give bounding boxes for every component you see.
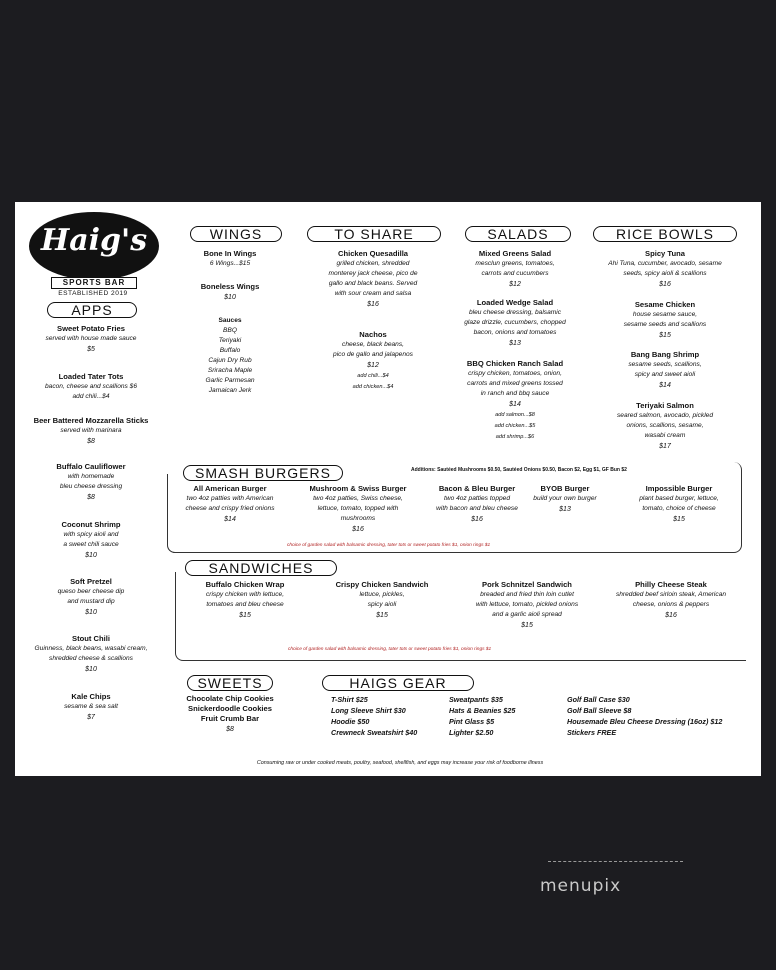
item-price: $16: [352, 526, 364, 533]
gear-column-2: [449, 694, 559, 738]
item-name: Spicy Tuna: [645, 249, 685, 258]
sandwiches-sides-note: choice of garden salad with balsamic dressing, tater tots or sweet potato fries $1, onion rings $1: [288, 647, 492, 652]
item-desc: sesame seeds, scallions,: [628, 361, 702, 368]
gear-item: Housemade Bleu Cheese Dressing (16oz) $12: [567, 717, 723, 726]
watermark-logo: menupix: [540, 876, 622, 896]
section-smash-burgers: SMASH BURGERS: [183, 465, 343, 481]
item-name: Pork Schnitzel Sandwich: [482, 580, 572, 589]
gear-item: Long Sleeve Shirt $30: [331, 706, 406, 715]
item-price: $10: [85, 609, 97, 616]
item-desc: shredded beef sirloin steak, American: [615, 591, 727, 598]
sweet-item: Chocolate Chip Cookies: [186, 694, 274, 703]
burger-item: [293, 484, 423, 535]
item-name: Nachos: [359, 330, 387, 339]
item-desc: 6 Wings...$15: [209, 260, 251, 267]
item-desc: sesame & sea salt: [64, 703, 118, 710]
logo-script: Haig's: [40, 223, 148, 258]
item-price: $16: [659, 281, 671, 288]
item-desc: gallo and black beans. Served: [328, 280, 418, 287]
sauce-list: [165, 326, 295, 396]
item-desc: crispy chicken with lettuce,: [205, 591, 285, 598]
item-desc: and a garlic aioli spread: [492, 611, 562, 618]
app-item: [21, 416, 161, 447]
rice-bowl-item: [595, 249, 735, 290]
item-desc: in ranch and bbq sauce: [480, 390, 550, 397]
item-name: Soft Pretzel: [70, 577, 112, 586]
item-desc: seeds, spicy aioli & scallions: [623, 270, 707, 277]
item-desc: cheese, black beans,: [342, 341, 404, 348]
logo-established: ESTABLISHED 2019: [58, 290, 128, 297]
item-desc: grilled chicken, shredded: [336, 260, 410, 267]
sandwich-item: [447, 580, 607, 631]
item-desc: with sour cream and salsa: [334, 290, 412, 297]
item-desc: pico de gallo and jalapenos: [333, 351, 413, 358]
sauces-title: Sauces: [218, 317, 242, 324]
item-name: Mushroom & Swiss Burger: [309, 484, 407, 493]
sweets-list: [165, 694, 295, 724]
item-price: $14: [224, 516, 236, 523]
item-desc: bacon, onions and tomatoes: [473, 329, 557, 336]
burger-item: [165, 484, 295, 525]
item-desc: cheese, onions & peppers: [632, 601, 710, 608]
app-item: [21, 372, 161, 402]
sauce-item: Teriyaki: [218, 337, 242, 344]
gear-item: T-Shirt $25: [331, 695, 368, 704]
section-apps: APPS: [47, 302, 137, 318]
item-desc: monterey jack cheese, pico de: [328, 270, 418, 277]
item-name: Sweet Potato Fries: [57, 324, 125, 333]
item-desc: a sweet chili sauce: [63, 541, 119, 548]
item-price: $15: [659, 332, 671, 339]
item-desc: with bacon and bleu cheese: [436, 505, 518, 512]
item-name: Sesame Chicken: [634, 300, 696, 309]
gear-item: Hoodie $50: [331, 717, 370, 726]
gear-item: Hats & Beanies $25: [449, 706, 516, 715]
item-desc: tomatoes and bleu cheese: [206, 601, 284, 608]
item-desc: sesame seeds and scallions: [623, 321, 707, 328]
item-addon: add chicken...$4: [352, 384, 394, 390]
item-name: Kale Chips: [71, 692, 111, 701]
item-desc: bleu cheese dressing, balsamic: [469, 309, 561, 316]
item-addon: add chili...$4: [357, 373, 389, 379]
item-price: $15: [673, 516, 685, 523]
item-desc: lettuce, pickles,: [359, 591, 405, 598]
item-price: $15: [376, 612, 388, 619]
item-name: Mixed Greens Salad: [478, 249, 552, 258]
wings-bone-in: [165, 249, 295, 269]
item-desc: two 4oz patties, Swiss cheese,: [313, 495, 403, 502]
gear-item: Crewneck Sweatshirt $40: [331, 728, 418, 737]
item-addon: add salmon...$8: [495, 412, 535, 418]
item-desc: breaded and fried thin loin cutlet: [480, 591, 574, 598]
section-sweets: SWEETS: [187, 675, 273, 691]
item-name: BYOB Burger: [540, 484, 590, 493]
section-wings: WINGS: [190, 226, 282, 242]
item-desc: plant based burger, lettuce,: [639, 495, 719, 502]
burger-item: [515, 484, 615, 515]
logo: [29, 212, 159, 280]
item-name: Impossible Burger: [645, 484, 713, 493]
item-price: $13: [509, 340, 521, 347]
sweets-price: $8: [226, 726, 234, 733]
menu-sheet: [15, 202, 761, 776]
item-price: $15: [239, 612, 251, 619]
item-desc: carrots and cucumbers: [481, 270, 549, 277]
watermark-line: [548, 861, 683, 862]
item-name: Beer Battered Mozzarella Sticks: [33, 416, 149, 425]
item-desc: glaze drizzle, cucumbers, chopped: [464, 319, 566, 326]
item-desc: two 4oz patties with American: [186, 495, 274, 502]
gear-column-1: [331, 694, 451, 738]
share-item: [305, 330, 441, 393]
item-desc: build your own burger: [533, 495, 597, 502]
sandwich-item: [317, 580, 447, 621]
gear-item: Sweatpants $35: [449, 695, 503, 704]
gear-item: Pint Glass $5: [449, 717, 495, 726]
section-haigs-gear: HAIGS GEAR: [322, 675, 474, 691]
app-item: [21, 577, 161, 618]
item-name: Buffalo Chicken Wrap: [205, 580, 285, 589]
app-item: [21, 634, 161, 675]
item-name: Buffalo Cauliflower: [56, 462, 126, 471]
item-name: Bang Bang Shrimp: [630, 350, 700, 359]
sandwich-item: [591, 580, 751, 621]
wings-sauces: [165, 316, 295, 396]
sweet-item: Snickerdoodle Cookies: [188, 704, 272, 713]
item-desc: with homemade: [67, 473, 115, 480]
item-price: $7: [87, 714, 95, 721]
app-item: [21, 692, 161, 723]
item-desc: cheese and crispy fried onions: [185, 505, 275, 512]
app-item: [21, 462, 161, 503]
item-price: $10: [224, 294, 236, 301]
burgers-additions: Additions: Sautéed Mushrooms $0.50, Sautéed Onions $0.50, Bacon $2, Egg $1, GF Bun $2: [411, 467, 627, 473]
sauce-item: Cajun Dry Rub: [208, 357, 252, 364]
salad-item: [450, 298, 580, 349]
item-desc: wasabi cream: [644, 432, 686, 439]
item-price: $13: [559, 506, 571, 513]
wings-boneless: [165, 282, 295, 303]
item-name: Crispy Chicken Sandwich: [335, 580, 429, 589]
share-item: [305, 249, 441, 310]
item-desc: carrots and mixed greens tossed: [467, 380, 563, 387]
item-desc: add chili...$4: [72, 393, 110, 400]
gear-item: Golf Ball Case $30: [567, 695, 630, 704]
item-desc: with spicy aioli and: [63, 531, 119, 538]
item-desc: mesclun greens, tomatoes,: [475, 260, 555, 267]
item-name: Boneless Wings: [200, 282, 260, 291]
item-price: $14: [509, 401, 521, 408]
item-desc: bleu cheese dressing: [59, 483, 123, 490]
item-price: $8: [87, 438, 95, 445]
gear-item: Lighter $2.50: [449, 728, 494, 737]
item-addon: add chicken...$5: [494, 423, 536, 429]
item-desc: bacon, cheese and scallions $6: [44, 383, 137, 390]
item-desc: spicy aioli: [367, 601, 397, 608]
gear-column-3: [567, 694, 757, 738]
item-name: Bone In Wings: [203, 249, 257, 258]
item-desc: onions, scallions, sesame,: [626, 422, 704, 429]
item-desc: lettuce, tomato, topped with: [317, 505, 399, 512]
item-price: $17: [659, 443, 671, 450]
item-desc: served with house made sauce: [45, 335, 137, 342]
item-name: All American Burger: [193, 484, 267, 493]
rice-bowl-item: [595, 300, 735, 341]
item-price: $12: [367, 362, 379, 369]
item-desc: served with marinara: [60, 427, 122, 434]
item-desc: house sesame sauce,: [632, 311, 698, 318]
item-price: $12: [509, 281, 521, 288]
item-desc: queso beer cheese dip: [57, 588, 125, 595]
item-price: $14: [659, 382, 671, 389]
salad-item: [450, 249, 580, 290]
item-name: Loaded Wedge Salad: [476, 298, 554, 307]
burgers-sides-note: choice of garden salad with balsamic dressing, tater tots or sweet potato fries $1, onion rings $1: [287, 543, 491, 548]
item-desc: two 4oz patties topped: [444, 495, 510, 502]
logo-band: SPORTS BAR: [51, 277, 137, 289]
sauce-item: Buffalo: [219, 347, 241, 354]
section-sandwiches: SANDWICHES: [185, 560, 337, 576]
item-desc: with lettuce, tomato, pickled onions: [475, 601, 579, 608]
item-desc: tomato, choice of cheese: [642, 505, 716, 512]
rice-bowl-item: [595, 350, 735, 391]
sauce-item: Jamaican Jerk: [208, 387, 252, 394]
app-item: [21, 324, 161, 355]
sauce-item: Sriracha Maple: [207, 367, 253, 374]
sauce-item: Garlic Parmesan: [205, 377, 255, 384]
burger-item: [609, 484, 749, 525]
sweet-item: Fruit Crumb Bar: [200, 714, 260, 723]
app-item: [21, 520, 161, 561]
item-name: Chicken Quesadilla: [337, 249, 409, 258]
section-to-share: TO SHARE: [307, 226, 441, 242]
sandwich-item: [180, 580, 310, 621]
item-price: $16: [471, 516, 483, 523]
rice-bowl-item: [595, 401, 735, 452]
section-salads: SALADS: [465, 226, 571, 242]
item-name: Stout Chili: [72, 634, 110, 643]
item-name: Teriyaki Salmon: [636, 401, 694, 410]
item-name: Loaded Tater Tots: [58, 372, 124, 381]
item-price: $15: [521, 622, 533, 629]
sauce-item: BBQ: [223, 327, 237, 334]
item-desc: Ahi Tuna, cucumber, avocado, sesame: [608, 260, 722, 267]
gear-item: Stickers FREE: [567, 728, 617, 737]
item-name: Philly Cheese Steak: [635, 580, 707, 589]
item-desc: shredded cheese & scallions: [49, 655, 133, 662]
item-desc: seared salmon, avocado, pickled: [616, 412, 714, 419]
gear-item: Golf Ball Sleeve $8: [567, 706, 632, 715]
item-name: BBQ Chicken Ranch Salad: [466, 359, 564, 368]
section-rice-bowls: RICE BOWLS: [593, 226, 737, 242]
item-name: Coconut Shrimp: [61, 520, 121, 529]
item-price: $8: [87, 494, 95, 501]
item-price: $10: [85, 552, 97, 559]
item-price: $16: [665, 612, 677, 619]
sweets-items: [165, 694, 295, 735]
item-desc: spicy and sweet aioli: [634, 371, 696, 378]
item-name: Bacon & Bleu Burger: [438, 484, 516, 493]
footer-disclaimer: Consuming raw or under cooked meats, poultry, seafood, shellfish, and eggs may increase your risk of foodborne illness: [256, 760, 544, 766]
item-price: $10: [85, 666, 97, 673]
item-desc: Guinness, black beans, wasabi cream,: [34, 645, 148, 652]
item-desc: crispy chicken, tomatoes, onion,: [468, 370, 562, 377]
item-addon: add shrimp...$6: [495, 434, 535, 440]
salad-item: [450, 359, 580, 443]
item-desc: mushrooms: [340, 515, 376, 522]
item-desc: and mustard dip: [67, 598, 115, 605]
item-price: $16: [367, 301, 379, 308]
item-price: $5: [87, 346, 95, 353]
